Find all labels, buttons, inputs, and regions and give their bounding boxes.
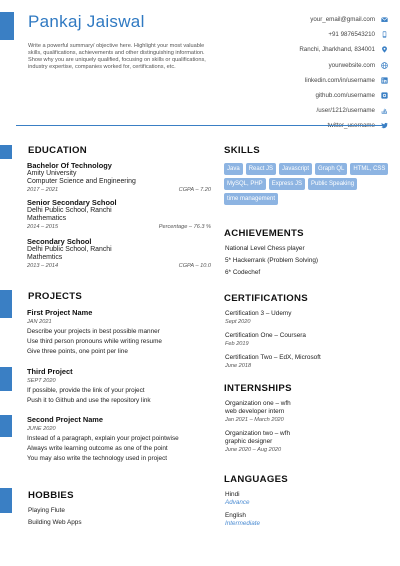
education-dates: 2013 – 2014	[27, 263, 59, 270]
hobby-item: Building Web Apps	[28, 519, 82, 526]
education-accent-bar	[0, 145, 12, 159]
project-item	[27, 367, 217, 405]
project-line: Push it to Github and use the repository link	[27, 397, 151, 404]
internship-dates: Jan 2021 – March 2020	[225, 417, 284, 423]
project-accent-bar	[0, 367, 12, 391]
contact-linkedin[interactable]	[299, 73, 388, 88]
contact-list	[299, 12, 388, 134]
email-icon	[381, 16, 388, 23]
internship-role: web developer intern	[225, 408, 285, 415]
project-name: First Project Name	[27, 308, 93, 317]
skill-chip: Public Speaking	[308, 178, 357, 190]
contact-website-text[interactable]: yourwebsite.com	[328, 61, 375, 69]
project-accent-bar	[0, 415, 12, 437]
certification-name: Certification One – Coursera	[225, 332, 306, 339]
project-line: Instead of a paragraph, explain your project pointwise	[27, 435, 179, 442]
education-school: Amity University	[27, 170, 77, 177]
education-item	[27, 198, 211, 231]
linkedin-icon	[381, 77, 388, 84]
contact-location-text: Ranchi, Jharkhand, 834001	[299, 46, 375, 54]
hobbies-list	[28, 507, 208, 527]
candidate-name: Pankaj Jaiswal	[28, 12, 145, 31]
language-name: Hindi	[225, 491, 240, 498]
education-item	[27, 237, 211, 270]
contact-stackoverflow-text[interactable]: /user/1212/username	[316, 107, 375, 115]
project-date: JUNE 2020	[27, 426, 56, 432]
achievement-item: 5* Hackerrank (Problem Solving)	[225, 257, 319, 264]
languages-list	[225, 491, 390, 527]
certification-date: Sept 2020	[225, 319, 251, 325]
skill-chip: time management	[224, 193, 278, 205]
contact-github[interactable]	[299, 88, 388, 103]
achievements-title: ACHIEVEMENTS	[224, 228, 304, 239]
internships-title: INTERNSHIPS	[224, 383, 292, 394]
achievement-item: National Level Chess player	[225, 245, 305, 252]
contact-website[interactable]	[299, 58, 388, 73]
contact-github-text[interactable]: github.com/username	[315, 92, 375, 100]
education-field: Computer Science and Engineering	[27, 178, 136, 186]
internship-dates: June 2020 – Aug 2020	[225, 447, 282, 453]
certification-date: June 2018	[225, 363, 252, 369]
skill-chip: Java	[224, 163, 243, 175]
education-degree: Senior Secondary School	[27, 198, 117, 207]
skill-chip: Graph QL	[315, 163, 347, 175]
globe-icon	[381, 62, 388, 69]
achievement-item: 6* Codechef	[225, 269, 261, 276]
stackoverflow-icon	[381, 107, 388, 114]
certifications-list	[225, 310, 390, 370]
project-item	[27, 415, 217, 463]
achievements-list	[225, 245, 390, 277]
skill-chip: HTML, CSS	[350, 163, 388, 175]
contact-phone[interactable]	[299, 27, 388, 42]
project-item	[27, 308, 217, 356]
contact-email-text[interactable]: your_email@gmail.com	[310, 16, 375, 24]
skill-chip: Javascript	[279, 163, 312, 175]
project-line: If possible, provide the link of your project	[27, 387, 145, 394]
project-date: JAN 2021	[27, 319, 52, 325]
contact-email[interactable]	[299, 12, 388, 27]
certifications-title: CERTIFICATIONS	[224, 293, 308, 304]
certification-name: Certification 3 – Udemy	[225, 310, 292, 317]
skill-chip: Express JS	[269, 178, 305, 190]
github-icon	[381, 92, 388, 99]
hobbies-accent-bar	[0, 488, 12, 513]
certification-name: Certification Two – EdX, Microsoft	[225, 354, 321, 361]
education-degree: Secondary School	[27, 237, 92, 246]
education-item	[27, 161, 211, 194]
education-school: Delhi Public School, Ranchi	[27, 246, 112, 253]
education-field: Mathematics	[27, 215, 67, 223]
hobbies-title: HOBBIES	[28, 490, 74, 501]
project-name: Third Project	[27, 367, 73, 376]
languages-title: LANGUAGES	[224, 474, 288, 485]
project-date: SEPT 2020	[27, 378, 56, 384]
internships-list	[225, 400, 390, 454]
education-school: Delhi Public School, Ranchi	[27, 207, 112, 214]
language-level: Intermediate	[225, 519, 261, 527]
project-line: Describe your projects in best possible manner	[27, 328, 160, 335]
language-level: Advance	[225, 499, 250, 506]
hobby-item: Playing Flute	[28, 507, 65, 514]
projects-title: PROJECTS	[28, 291, 83, 302]
phone-icon	[381, 31, 388, 38]
contact-location	[299, 42, 388, 57]
header-accent-bar	[0, 12, 14, 40]
education-score: Percentage – 76.3 %	[158, 224, 211, 231]
language-name: English	[225, 511, 246, 519]
internship-org: Organization one – wfh	[225, 400, 291, 407]
education-degree: Bachelor Of Technology	[27, 161, 112, 170]
project-line: Use third person pronouns while writing resume	[27, 338, 162, 345]
education-dates: 2017 – 2021	[27, 187, 59, 194]
summary-text: Write a powerful summary/ objective here. Highlight your most valuable skills, qualifications, achievements and other distinguishing information. Show why you are uniquely qualified, focusing on skills or qualifications, industry expertise, companies worked for, certifications, etc.	[28, 43, 206, 71]
certification-date: Feb 2019	[225, 341, 249, 347]
internship-role: graphic designer	[225, 438, 273, 445]
skills-title: SKILLS	[224, 145, 260, 156]
skills-list	[224, 163, 389, 205]
skill-chip: MySQL, PHP	[224, 178, 266, 190]
location-icon	[381, 46, 388, 53]
education-field: Mathemtics	[27, 254, 63, 262]
project-line: You may also write the technology used in project	[27, 455, 168, 462]
education-score: CGPA – 7.20	[178, 187, 211, 194]
contact-stackoverflow[interactable]	[299, 103, 388, 118]
education-title: EDUCATION	[28, 145, 88, 156]
internship-org: Organization two – wfh	[225, 430, 291, 437]
project-line: Give three points, one point per line	[27, 348, 128, 355]
skill-chip: React JS	[246, 163, 276, 175]
education-score: CGPA – 10.0	[178, 263, 211, 270]
contact-phone-text[interactable]: +91 9876543210	[328, 31, 375, 39]
projects-accent-bar	[0, 290, 12, 318]
education-dates: 2014 – 2015	[27, 224, 59, 231]
contact-linkedin-text[interactable]: linkedin.com/in/username	[304, 76, 375, 84]
project-line: Always write learning outcome as one of the point	[27, 445, 168, 452]
header-divider	[16, 125, 384, 126]
project-name: Second Project Name	[27, 415, 103, 424]
